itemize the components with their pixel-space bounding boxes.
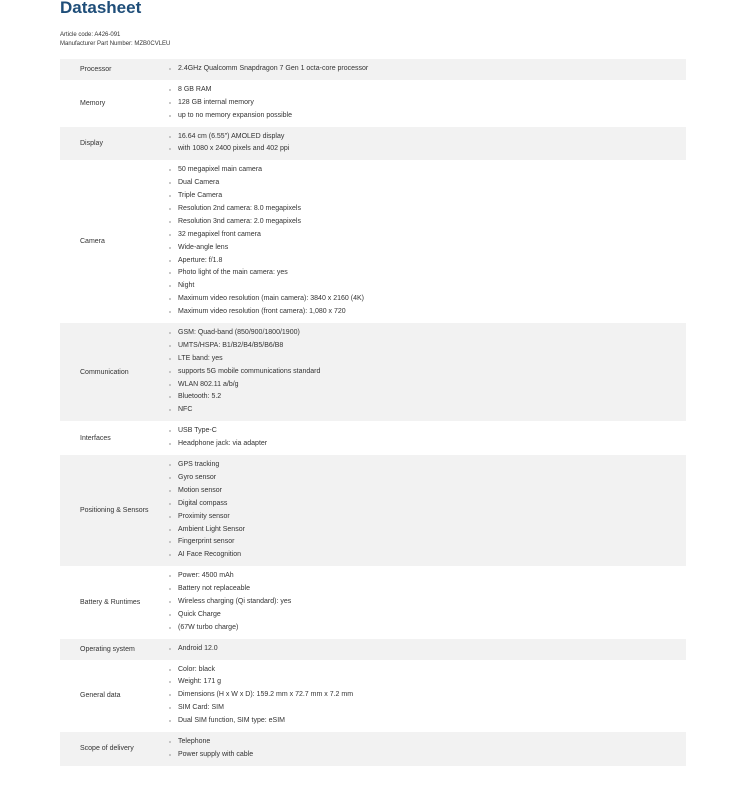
spec-label: Communication [60, 323, 164, 421]
spec-value: Ambient Light Sensor [164, 524, 686, 537]
spec-values [164, 421, 686, 455]
spec-row [60, 127, 686, 161]
spec-value: Resolution 3nd camera: 2.0 megapixels [164, 216, 686, 229]
spec-value-list [164, 84, 686, 123]
spec-value-list [164, 643, 686, 656]
spec-value-list [164, 425, 686, 451]
spec-value: Weight: 171 g [164, 676, 686, 689]
article-code: Article code: A426-091 [60, 32, 121, 38]
spec-values [164, 566, 686, 638]
spec-value: Maximum video resolution (front camera): 1,080 x 720 [164, 306, 686, 319]
spec-value: Motion sensor [164, 485, 686, 498]
spec-row [60, 80, 686, 127]
spec-values [164, 127, 686, 161]
spec-value: Dimensions (H x W x D): 159.2 mm x 72.7 mm x 7.2 mm [164, 689, 686, 702]
spec-values [164, 323, 686, 421]
spec-values [164, 732, 686, 766]
spec-value: supports 5G mobile communications standard [164, 366, 686, 379]
spec-value: Gyro sensor [164, 472, 686, 485]
spec-values [164, 59, 686, 80]
spec-value: Resolution 2nd camera: 8.0 megapixels [164, 203, 686, 216]
spec-label: Operating system [60, 639, 164, 660]
spec-label: Camera [60, 160, 164, 323]
spec-value: 128 GB internal memory [164, 97, 686, 110]
spec-value: LTE band: yes [164, 353, 686, 366]
spec-value: Android 12.0 [164, 643, 686, 656]
spec-label: Scope of delivery [60, 732, 164, 766]
spec-values [164, 160, 686, 323]
spec-value: Bluetooth: 5.2 [164, 391, 686, 404]
spec-value: Fingerprint sensor [164, 536, 686, 549]
spec-value: Battery not replaceable [164, 583, 686, 596]
spec-value: GPS tracking [164, 459, 686, 472]
spec-value: Telephone [164, 736, 686, 749]
spec-value: 16.64 cm (6.55") AMOLED display [164, 131, 686, 144]
manufacturer-part-number: Manufacturer Part Number: MZB0CVLEU [60, 41, 171, 47]
spec-value: AI Face Recognition [164, 549, 686, 562]
spec-row [60, 59, 686, 80]
spec-label: Processor [60, 59, 164, 80]
spec-value: Dual SIM function, SIM type: eSIM [164, 715, 686, 728]
datasheet-table [60, 59, 686, 766]
spec-value: Wide-angle lens [164, 242, 686, 255]
spec-value-list [164, 664, 686, 728]
spec-value: Wireless charging (Qi standard): yes [164, 596, 686, 609]
spec-value: with 1080 x 2400 pixels and 402 ppi [164, 143, 686, 156]
page-title: Datasheet [60, 0, 142, 17]
spec-row [60, 421, 686, 455]
spec-row [60, 639, 686, 660]
spec-value: Aperture: f/1.8 [164, 255, 686, 268]
spec-label: General data [60, 660, 164, 732]
spec-value: GSM: Quad-band (850/900/1800/1900) [164, 327, 686, 340]
spec-value-list [164, 131, 686, 157]
spec-row [60, 660, 686, 732]
spec-value: Maximum video resolution (main camera): 3840 x 2160 (4K) [164, 293, 686, 306]
spec-value: up to no memory expansion possible [164, 110, 686, 123]
spec-value-list [164, 164, 686, 319]
spec-value: Dual Camera [164, 177, 686, 190]
spec-value: SIM Card: SIM [164, 702, 686, 715]
spec-value: UMTS/HSPA: B1/B2/B4/B5/B6/B8 [164, 340, 686, 353]
spec-value: Quick Charge [164, 609, 686, 622]
spec-value: 32 megapixel front camera [164, 229, 686, 242]
spec-row [60, 455, 686, 566]
spec-label: Battery & Runtimes [60, 566, 164, 638]
spec-value: Digital compass [164, 498, 686, 511]
spec-label: Positioning & Sensors [60, 455, 164, 566]
spec-label: Interfaces [60, 421, 164, 455]
spec-value: NFC [164, 404, 686, 417]
spec-value: Headphone jack: via adapter [164, 438, 686, 451]
spec-value: 50 megapixel main camera [164, 164, 686, 177]
spec-value: Power supply with cable [164, 749, 686, 762]
spec-label: Display [60, 127, 164, 161]
spec-row [60, 566, 686, 638]
spec-row [60, 732, 686, 766]
spec-value: (67W turbo charge) [164, 622, 686, 635]
spec-values [164, 639, 686, 660]
spec-row [60, 323, 686, 421]
spec-value-list [164, 736, 686, 762]
spec-value: Proximity sensor [164, 511, 686, 524]
spec-values [164, 455, 686, 566]
spec-value-list [164, 327, 686, 417]
spec-values [164, 660, 686, 732]
spec-value: WLAN 802.11 a/b/g [164, 379, 686, 392]
spec-value: Triple Camera [164, 190, 686, 203]
spec-value: USB Type-C [164, 425, 686, 438]
article-meta [60, 31, 170, 49]
spec-value: Photo light of the main camera: yes [164, 267, 686, 280]
spec-values [164, 80, 686, 127]
spec-row [60, 160, 686, 323]
spec-value-list [164, 459, 686, 562]
spec-label: Memory [60, 80, 164, 127]
spec-value: Color: black [164, 664, 686, 677]
spec-value: Power: 4500 mAh [164, 570, 686, 583]
spec-value: 2.4GHz Qualcomm Snapdragon 7 Gen 1 octa-core processor [164, 63, 686, 76]
spec-value: Night [164, 280, 686, 293]
spec-value-list [164, 63, 686, 76]
spec-value: 8 GB RAM [164, 84, 686, 97]
spec-value-list [164, 570, 686, 634]
